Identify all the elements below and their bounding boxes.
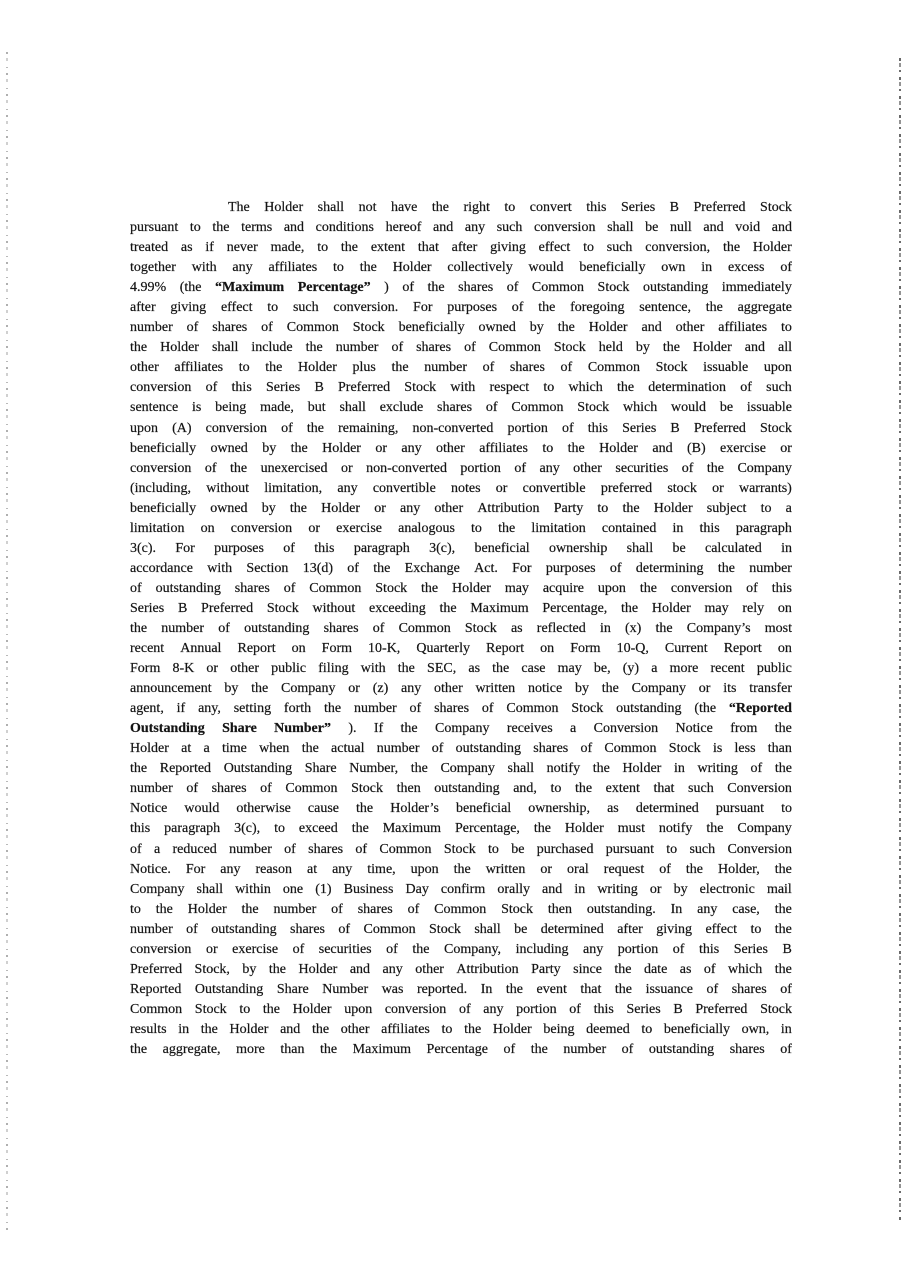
text-line: 3(c). For purposes of this paragraph 3(c), beneficial ownership shall be calculated in xyxy=(130,540,792,556)
text-line: conversion of this Series B Preferred Stock with respect to which the determination of such xyxy=(130,380,792,396)
text-line: The Holder shall not have the right to convert this Series B Preferred Stock xyxy=(228,200,792,215)
text-line: Reported Outstanding Share Number was reported. In the event that the issuance of shares of xyxy=(130,981,792,997)
text-line: number of shares of Common Stock then outstanding and, to the extent that such Conversion xyxy=(130,781,792,797)
text-line: number of shares of Common Stock beneficially owned by the Holder and other affiliates to xyxy=(130,320,792,336)
text-line: (including, without limitation, any convertible notes or convertible preferred stock or warrants) xyxy=(130,480,792,496)
legal-paragraph xyxy=(130,200,792,1062)
scan-artifact-left-edge xyxy=(6,52,8,1230)
text-line: Form 8-K or other public filing with the SEC, as the case may be, (y) a more recent public xyxy=(130,661,792,677)
text-line: recent Annual Report on Form 10-K, Quarterly Report on Form 10-Q, Current Report on xyxy=(130,641,792,657)
text-line: agent, if any, setting forth the number of shares of Common Stock outstanding (the “Reported xyxy=(130,701,792,717)
text-line: upon (A) conversion of the remaining, non-converted portion of this Series B Preferred Stock xyxy=(130,420,792,436)
text-line: to the Holder the number of shares of Common Stock then outstanding. In any case, the xyxy=(130,901,792,917)
text-line: Outstanding Share Number” ). If the Company receives a Conversion Notice from the xyxy=(130,721,792,737)
text-line: together with any affiliates to the Holder collectively would beneficially own in excess of xyxy=(130,260,792,276)
text-line: Holder at a time when the actual number of outstanding shares of Common Stock is less than xyxy=(130,741,792,757)
text-line: conversion of the unexercised or non-converted portion of any other securities of the Company xyxy=(130,460,792,476)
text-line: Notice. For any reason at any time, upon the written or oral request of the Holder, the xyxy=(130,861,792,877)
text-line: the aggregate, more than the Maximum Percentage of the number of outstanding shares of xyxy=(130,1041,792,1057)
text-line: accordance with Section 13(d) of the Exchange Act. For purposes of determining the number xyxy=(130,560,792,576)
text-line: conversion or exercise of securities of the Company, including any portion of this Series B xyxy=(130,941,792,957)
text-line: of outstanding shares of Common Stock the Holder may acquire upon the conversion of this xyxy=(130,580,792,596)
text-line: pursuant to the terms and conditions hereof and any such conversion shall be null and void and xyxy=(130,220,792,236)
text-line: the number of outstanding shares of Common Stock as reflected in (x) the Company’s most xyxy=(130,620,792,636)
scan-artifact-right-edge xyxy=(899,58,901,1222)
text-line: sentence is being made, but shall exclude shares of Common Stock which would be issuable xyxy=(130,400,792,416)
text-line: treated as if never made, to the extent that after giving effect to such conversion, the Holder xyxy=(130,240,792,256)
text-line: other affiliates to the Holder plus the number of shares of Common Stock issuable upon xyxy=(130,360,792,376)
text-line: the Holder shall include the number of shares of Common Stock held by the Holder and all xyxy=(130,340,792,356)
text-line: beneficially owned by the Holder or any other Attribution Party to the Holder subject to a xyxy=(130,500,792,516)
text-line: Company shall within one (1) Business Day confirm orally and in writing or by electronic mail xyxy=(130,881,792,897)
text-line: Notice would otherwise cause the Holder’s beneficial ownership, as determined pursuant to xyxy=(130,801,792,817)
text-line: 4.99% (the “Maximum Percentage” ) of the shares of Common Stock outstanding immediately xyxy=(130,280,792,296)
text-line: Common Stock to the Holder upon conversion of any portion of this Series B Preferred Stock xyxy=(130,1001,792,1017)
text-line: this paragraph 3(c), to exceed the Maximum Percentage, the Holder must notify the Company xyxy=(130,821,792,837)
text-line: the Reported Outstanding Share Number, the Company shall notify the Holder in writing of the xyxy=(130,761,792,777)
text-line: after giving effect to such conversion. For purposes of the foregoing sentence, the aggregate xyxy=(130,300,792,316)
text-line: results in the Holder and the other affiliates to the Holder being deemed to beneficially own, in xyxy=(130,1021,792,1037)
text-line: limitation on conversion or exercise analogous to the limitation contained in this paragraph xyxy=(130,520,792,536)
text-line: of a reduced number of shares of Common Stock to be purchased pursuant to such Conversion xyxy=(130,841,792,857)
text-line: beneficially owned by the Holder or any other affiliates to the Holder and (B) exercise or xyxy=(130,440,792,456)
text-line: Preferred Stock, by the Holder and any other Attribution Party since the date as of which the xyxy=(130,961,792,977)
text-line: Series B Preferred Stock without exceeding the Maximum Percentage, the Holder may rely on xyxy=(130,600,792,616)
text-line: announcement by the Company or (z) any other written notice by the Company or its transfer xyxy=(130,681,792,697)
text-line: number of outstanding shares of Common Stock shall be determined after giving effect to the xyxy=(130,921,792,937)
